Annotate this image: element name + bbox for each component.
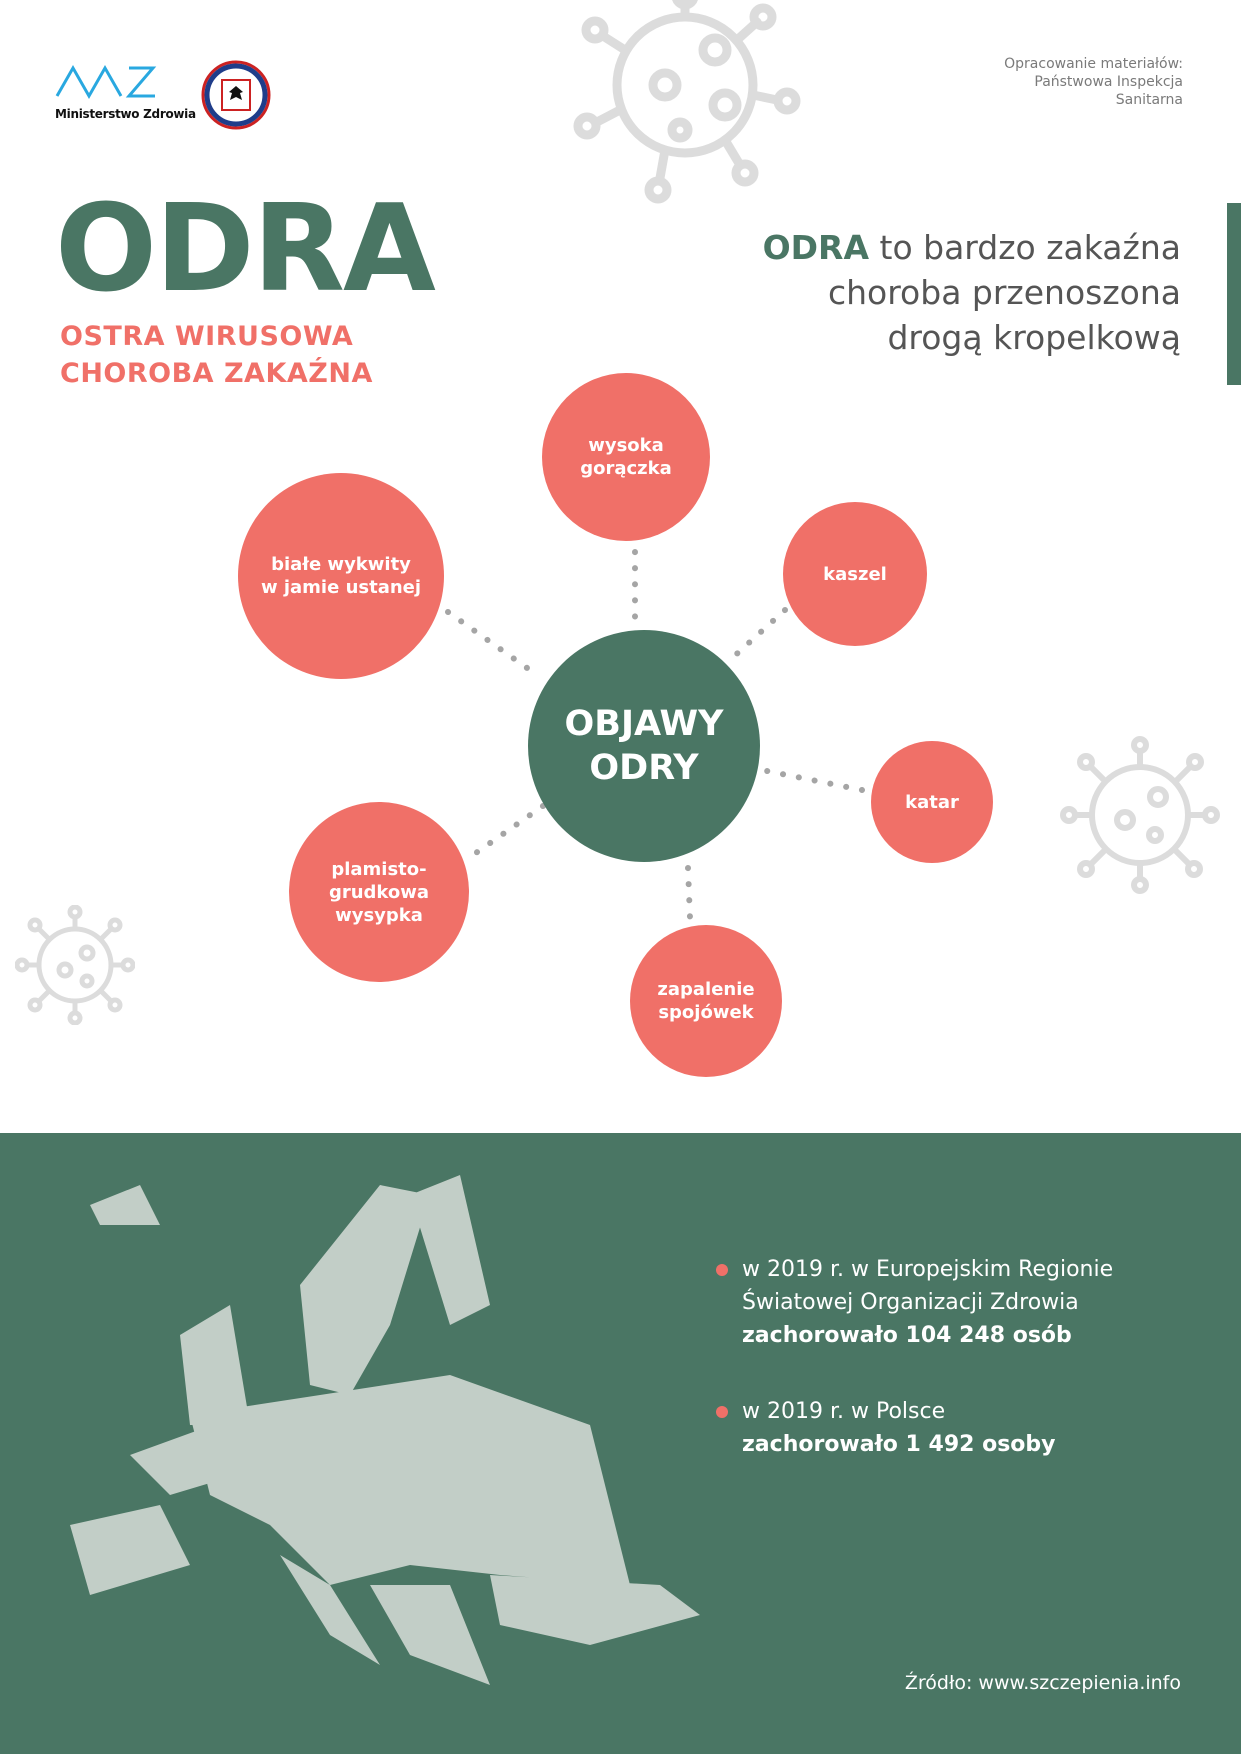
source-note: Źródło: www.szczepienia.info bbox=[904, 1672, 1181, 1694]
connector-line bbox=[762, 770, 862, 790]
ministry-logo-text: Ministerstwo Zdrowia bbox=[55, 107, 196, 121]
subtitle-line: CHOROBA ZAKAŹNA bbox=[60, 358, 373, 389]
connector-line bbox=[473, 806, 543, 855]
credit-line: Państwowa Inspekcja bbox=[1034, 74, 1183, 90]
bullet-icon bbox=[716, 1406, 728, 1418]
credit-line: Opracowanie materiałów: bbox=[1004, 56, 1183, 72]
bullet-icon bbox=[716, 1264, 728, 1276]
connector-line bbox=[730, 610, 785, 660]
symptom-runny-nose bbox=[871, 741, 993, 863]
connector-line bbox=[688, 868, 690, 918]
stat-line: w 2019 r. w Europejskim Regionie bbox=[742, 1257, 1114, 1282]
stat-line: w 2019 r. w Polsce bbox=[742, 1399, 946, 1424]
symptom-label: zapalenie bbox=[657, 979, 755, 1000]
symptom-label: katar bbox=[905, 791, 959, 813]
symptom-label: kaszel bbox=[823, 563, 887, 585]
stat-europe bbox=[742, 1253, 1113, 1352]
connector-line bbox=[448, 612, 537, 675]
stat-poland bbox=[742, 1395, 1056, 1461]
center-label: ODRY bbox=[589, 748, 699, 788]
symptom-conjunctivitis bbox=[630, 925, 782, 1077]
intro-line-rest: to bardzo zakaźna bbox=[869, 228, 1181, 267]
stat-bold: zachorowało 1 492 osoby bbox=[742, 1432, 1056, 1457]
stat-line: Światowej Organizacji Zdrowia bbox=[742, 1290, 1079, 1315]
credit-line: Sanitarna bbox=[1115, 92, 1183, 108]
intro-highlight: ODRA bbox=[762, 228, 870, 267]
subtitle-line: OSTRA WIRUSOWA bbox=[60, 321, 354, 352]
symptom-label: w jamie ustanej bbox=[260, 577, 422, 598]
page-title: ODRA bbox=[55, 180, 434, 319]
symptom-label: wysoka bbox=[588, 435, 664, 456]
symptom-label: białe wykwity bbox=[271, 554, 411, 575]
symptom-label: grudkowa bbox=[328, 881, 430, 903]
symptom-label: plamisto- bbox=[331, 858, 427, 880]
stat-bold: zachorowało 104 248 osób bbox=[742, 1323, 1072, 1348]
center-symptoms-circle bbox=[528, 630, 760, 862]
symptom-label: spojówek bbox=[658, 1002, 754, 1023]
symptom-label: gorączka bbox=[580, 458, 672, 479]
symptom-label: wysypka bbox=[335, 904, 423, 926]
symptom-white-spots bbox=[238, 473, 444, 679]
symptom-rash bbox=[289, 802, 469, 982]
symptom-cough bbox=[783, 502, 927, 646]
center-label: OBJAWY bbox=[564, 704, 724, 744]
intro-line: drogą kropelkową bbox=[887, 318, 1181, 357]
europe-dot-map-icon bbox=[30, 1165, 730, 1705]
intro-line: choroba przenoszona bbox=[827, 273, 1181, 312]
symptom-fever bbox=[542, 373, 710, 541]
